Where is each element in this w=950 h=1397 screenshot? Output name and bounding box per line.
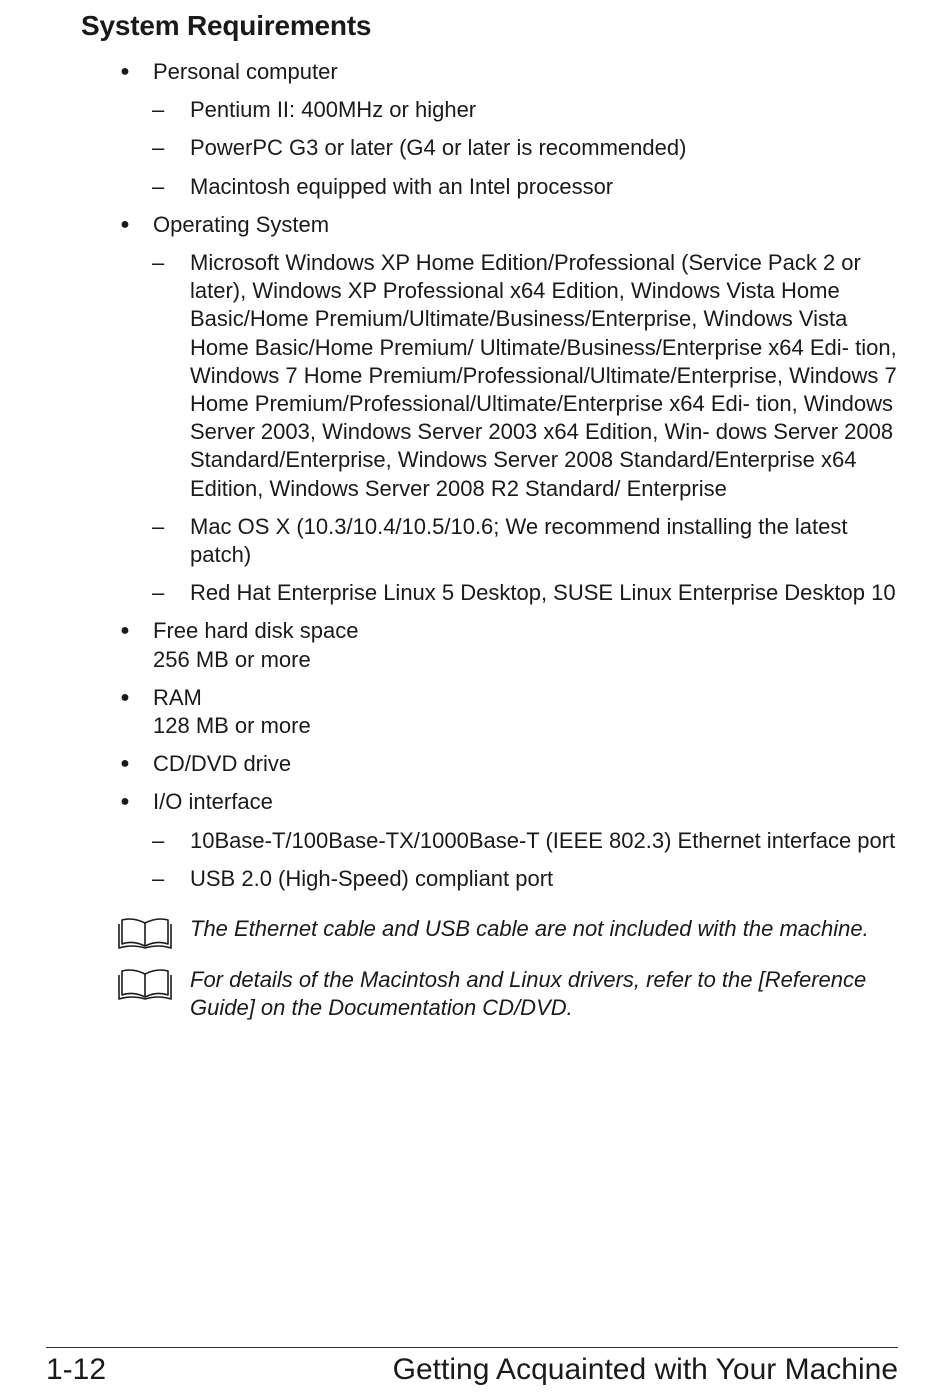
page-number: 1-12: [46, 1353, 107, 1386]
list-item: [0, 750, 950, 778]
list-item: [0, 211, 950, 239]
bullet-dot-icon: ●: [120, 755, 130, 773]
dash-icon: –: [152, 97, 165, 123]
sub-item-text: USB 2.0 (High-Speed) compliant port: [190, 865, 554, 891]
sub-item: [0, 134, 950, 162]
sub-item-text: Pentium II: 400MHz or higher: [190, 97, 477, 123]
list-item: [0, 788, 950, 816]
sub-item: [0, 579, 950, 607]
sub-item: [0, 513, 950, 569]
dash-icon: –: [152, 173, 165, 199]
item-detail: 128 MB or more: [153, 713, 311, 739]
list-item: [0, 58, 950, 86]
bullet-dot-icon: ●: [120, 688, 130, 706]
sub-item-text: 10Base-T/100Base-TX/1000Base-T (IEEE 802.3) Ethernet interface port: [190, 827, 896, 853]
bullet-dot-icon: ●: [120, 63, 130, 80]
item-label: I/O interface: [153, 789, 273, 815]
item-detail: 256 MB or more: [153, 646, 311, 672]
dash-icon: –: [152, 250, 165, 276]
item-label: Personal computer: [153, 59, 338, 84]
note: [0, 915, 950, 943]
list-item: [0, 684, 950, 740]
requirements-list: [0, 58, 950, 1046]
item-label: CD/DVD drive: [153, 751, 292, 777]
section-title: System Requirements: [81, 10, 372, 41]
note: [0, 966, 950, 1022]
sub-item: [0, 827, 950, 855]
footer-divider: [46, 1347, 898, 1348]
open-book-icon: [118, 917, 172, 949]
item-label: Operating System: [153, 211, 330, 237]
sub-item-text: PowerPC G3 or later (G4 or later is recommended): [190, 135, 687, 161]
bullet-dot-icon: ●: [120, 793, 130, 811]
dash-icon: –: [152, 827, 165, 853]
item-label: RAM: [153, 684, 202, 710]
dash-icon: –: [152, 135, 165, 161]
sub-item: [0, 96, 950, 124]
chapter-title: Getting Acquainted with Your Machine: [392, 1353, 898, 1386]
bullet-dot-icon: ●: [120, 215, 130, 233]
note-text: The Ethernet cable and USB cable are not included with the machine.: [190, 916, 869, 942]
dash-icon: –: [152, 865, 165, 891]
sub-item-text: Macintosh equipped with an Intel processor: [190, 173, 614, 199]
sub-item-text: Red Hat Enterprise Linux 5 Desktop, SUSE Linux Enterprise Desktop 10: [190, 580, 896, 606]
bullet-dot-icon: ●: [120, 622, 130, 640]
sub-item-text: Mac OS X (10.3/10.4/10.5/10.6; We recommend installing the latest patch): [190, 513, 848, 568]
note-text: For details of the Macintosh and Linux drivers, refer to the [Reference Guide] on the Documentation CD/DVD.: [190, 967, 867, 1021]
sub-item: [0, 865, 950, 893]
open-book-icon: [118, 968, 172, 1000]
item-label: Free hard disk space: [153, 618, 359, 644]
sub-item-text: Microsoft Windows XP Home Edition/Professional (Service Pack 2 or later), Windows XP Professional x64 Edition, Windows Vista Home Basic/Home Premium/Ultimate/Business/Enterprise, Windows Vista Home Basic/Home Premium/ Ultimate/Business/Enterprise x64 Edi- tion, Windows 7 Home Premium/Professional/Ultimate/Enterprise, Windows 7 Home Premium/Professional/Ultimate/Enterprise x64 Edi- tion, Windows Server 2003, Windows Server 2003 x64 Edition, Win- dows Server 2008 Standard/Enterprise, Windows Server 2008 Standard/Enterprise x64 Edition, Windows Server 2008 R2 Standard/ Enterprise: [190, 250, 897, 501]
list-item: [0, 617, 950, 673]
sub-item: [0, 173, 950, 201]
sub-item: [0, 249, 950, 503]
dash-icon: –: [152, 580, 165, 606]
dash-icon: –: [152, 513, 165, 539]
